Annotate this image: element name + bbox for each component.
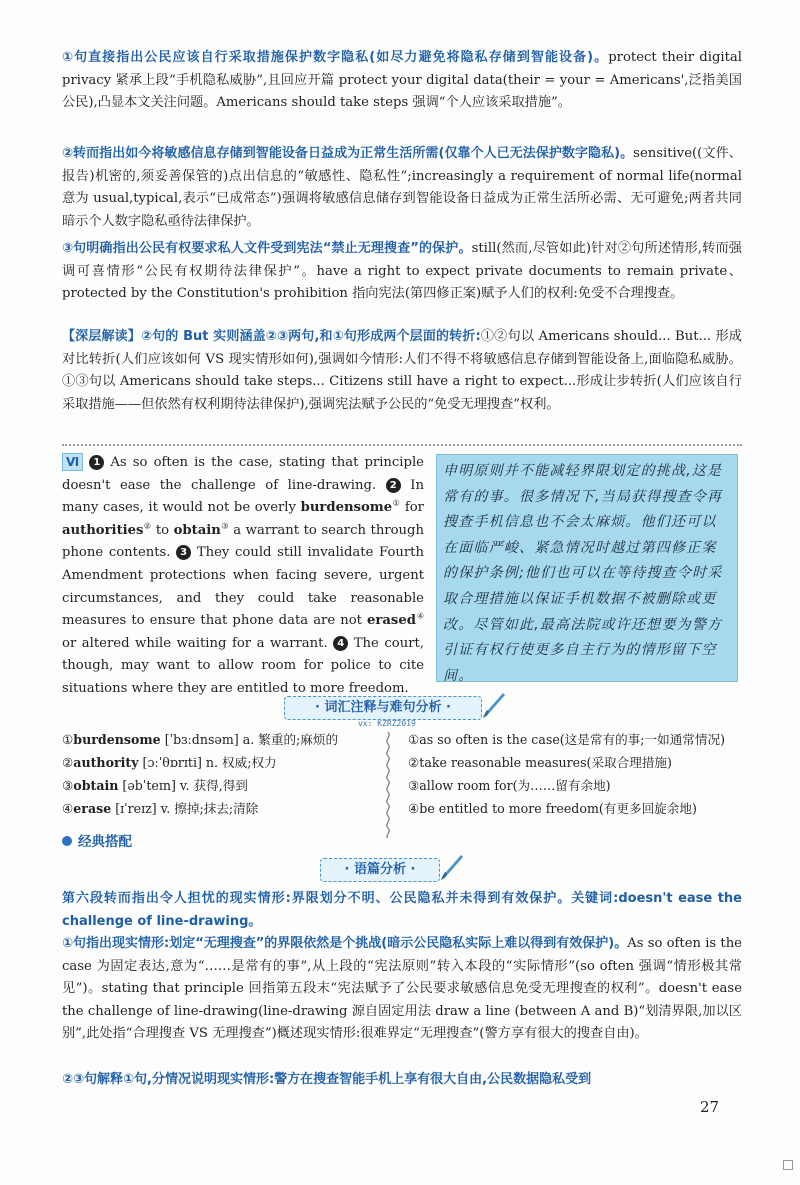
phrase-list xyxy=(408,728,742,820)
vocab-item xyxy=(62,728,374,751)
paragraph-2-lead: ②转而指出如今将敏感信息存储到智能设备日益成为正常生活所需(仅靠个人已无法保护数字隐私)。 xyxy=(62,146,634,161)
sentence-4-marker: 4 xyxy=(333,636,348,651)
watermark-text: vx: KZRZ2019 xyxy=(358,719,416,728)
vocab-word-authorities: authorities xyxy=(62,522,144,538)
vocab-section-banner xyxy=(284,696,482,720)
sentence-3-part-a: They could still invalidate Fourth Amendment protections when facing severe, urgent circumstances, and they could take reasonable measures to ensure that phone data are not xyxy=(62,545,424,629)
vocab-item xyxy=(62,751,374,774)
analysis-paragraph-3 xyxy=(62,238,742,306)
footnote-marker: ③ xyxy=(220,521,229,531)
passage-paragraph-6 xyxy=(62,452,424,701)
sentence-3-marker: 3 xyxy=(176,545,191,560)
sentence-4: The court, though, may want to allow room for police to cite situations where they are entitled to more freedom. xyxy=(62,635,424,696)
bullet-icon xyxy=(62,836,72,846)
vocab-word: burdensome xyxy=(73,732,161,747)
deep-interpretation-lead: 【深层解读】②句的 But 实则涵盖②③两句,和①句形成两个层面的转折: xyxy=(62,329,481,344)
sentence-2-marker: 2 xyxy=(386,478,401,493)
vocab-item xyxy=(62,774,374,797)
discourse-paragraph-1 xyxy=(62,888,742,933)
translation-text: 申明原则并不能减轻界限划定的挑战,这是常有的事。很多情况下,当局获得搜查令再搜查手机信息也不会太麻烦。他们还可以在面临严峻、紧急情况时越过第四修正案的保护条例;他们也可以在等待搜查令时采取合理措施以保证手机数据不被删除或更改。尽管如此,最高法院或许还想要为警方引证有权行使更多自主行为的情形留下空间。 xyxy=(443,463,723,684)
vocab-definition: [ɪˈreɪz] v. 擦掉;抹去;清除 xyxy=(111,801,259,816)
deep-interpretation xyxy=(62,326,742,416)
sentence-2-part-d: a warrant to search through phone contents. xyxy=(62,522,424,561)
sentence-2-part-a: In many cases, it would not be overly xyxy=(62,477,424,516)
vocab-number: ① xyxy=(62,732,74,747)
vocab-word: obtain xyxy=(73,778,119,793)
discourse-paragraph-3 xyxy=(62,1069,742,1092)
vocab-banner-title: · 词汇注释与难句分析 · xyxy=(315,700,451,715)
discourse-paragraph-2 xyxy=(62,933,742,1046)
vocab-definition: [ɔːˈθɒrɪti] n. 权威;权力 xyxy=(138,755,277,770)
phrase-item: ②take reasonable measures(采取合理措施) xyxy=(408,755,672,770)
discourse-point-1-body: As so often is the case 为固定表达,意为“……是常有的事”,从上段的“宪法原则”转入本段的“实际情形”(so often 强调“情形极其常见”)。stating that principle 回指第五段末“宪法赋予了公民要求敏感信息免受无理搜查的权利”。doesn't ease the challenge of line-drawing(line-drawing 源自固定用法 draw a line (between A and B)“划清界限,加以区别”,此处指“合理搜查 VS 无理搜查”)概述现实情形:很难界定“无理搜查”(警方享有很大的搜查自由)。 xyxy=(62,936,742,1042)
discourse-summary: 第六段转而指出令人担忧的现实情形:界限划分不明、公民隐私并未得到有效保护。关键词:doesn't ease the challenge of line-drawing。 xyxy=(62,891,742,929)
discourse-banner-title: · 语篇分析 · xyxy=(344,862,416,877)
paragraph-3-body: still(然而,尽管如此)针对②句所述情形,转而强调可喜情形“公民有权期待法律保护”。have a right to expect private documents to remain private、protected by the Constitution's prohibition 指向宪法(第四修正案)赋予人们的权利:免受不合理搜查。 xyxy=(62,241,742,302)
deep-interpretation-body: ①②句以 Americans should... But... 形成对比转折(人们应该如何 VS 现实情形如何),强调如今情形:人们不得不将敏感信息存储到智能设备上,面临隐私威胁。①③句以 Americans should take steps... Citizens still have a right to expect...形成让步转折(人们应该自行采取措施——但依然有权利期待法律保护),强调宪法赋予公民的“免受无理搜查”权利。 xyxy=(62,329,742,412)
vocab-word-burdensome: burdensome xyxy=(300,500,393,516)
corner-mark xyxy=(783,1160,793,1170)
vocab-word: authority xyxy=(73,755,139,770)
paragraph-2-body: sensitive((文件、报告)机密的,须妥善保管的)点出信息的“敏感性、隐私性”;increasingly a requirement of normal life(normal 意为 usual,typical,表示“已成常态”)强调将敏感信息储存到智能设备日益成为正常生活所必需、无可避免;两者共同暗示个人数字隐私亟待法律保护。 xyxy=(62,146,742,229)
spiral-divider xyxy=(383,732,393,838)
phrase-item: ③allow room for(为……留有余地) xyxy=(408,778,611,793)
translation-box xyxy=(436,454,738,682)
sentence-1: As so often is the case, stating that principle doesn't ease the challenge of line-drawing. xyxy=(62,455,424,493)
dotted-divider xyxy=(62,444,742,446)
vocab-list xyxy=(62,728,374,820)
brush-icon xyxy=(439,851,465,881)
discourse-section-banner xyxy=(320,858,440,882)
discourse-point-2-lead: ②③句解释①句,分情况说明现实情形:警方在搜查智能手机上享有很大自由,公民数据隐私受到 xyxy=(62,1072,592,1087)
footnote-marker: ① xyxy=(392,498,401,508)
vocab-number: ④ xyxy=(62,801,74,816)
vocab-item xyxy=(62,797,374,820)
discourse-point-1-lead: ①句指出现实情形:划定“无理搜查”的界限依然是个挑战(暗示公民隐私实际上难以得到有效保护)。 xyxy=(62,936,628,951)
vocab-number: ② xyxy=(62,755,74,770)
vocab-definition: [ˈbɜːdnsəm] a. 繁重的;麻烦的 xyxy=(160,732,339,747)
vocab-word: erase xyxy=(73,801,112,816)
analysis-paragraph-1 xyxy=(62,47,742,115)
vocab-word-erased: erased xyxy=(367,613,416,629)
brush-icon xyxy=(481,689,507,719)
phrase-item: ①as so often is the case(这是常有的事;一如通常情况) xyxy=(408,732,725,747)
classic-label-text: 经典搭配 xyxy=(78,834,132,850)
page-number: 27 xyxy=(700,1098,720,1116)
vocab-definition: [əbˈteɪn] v. 获得,得到 xyxy=(118,778,248,793)
vocab-word-obtain: obtain xyxy=(173,522,221,538)
paragraph-1-body: protect their digital privacy 紧承上段“手机隐私威胁”,且回应开篇 protect your digital data(their = your = Americans',泛指美国公民),凸显本文关注问题。Americans should take steps 强调“个人应该采取措施”。 xyxy=(62,50,742,111)
phrase-item: ④be entitled to more freedom(有更多回旋余地) xyxy=(408,801,697,816)
footnote-marker: ② xyxy=(143,521,152,531)
classic-collocations-label xyxy=(62,830,132,850)
sentence-1-marker: 1 xyxy=(89,455,104,470)
footnote-marker: ④ xyxy=(415,611,425,621)
sentence-2-part-c: to xyxy=(155,522,170,538)
sentence-2-part-b: for xyxy=(404,500,424,516)
paragraph-1-lead: ①句直接指出公民应该自行采取措施保护数字隐私(如尽力避免将隐私存储到智能设备)。 xyxy=(62,50,609,65)
sentence-3-part-b: or altered while waiting for a warrant. xyxy=(62,635,328,651)
paragraph-3-lead: ③句明确指出公民有权要求私人文件受到宪法“禁止无理搜查”的保护。 xyxy=(62,241,472,256)
analysis-paragraph-2 xyxy=(62,143,742,233)
paragraph-number-badge: Ⅵ xyxy=(62,453,83,471)
vocab-number: ③ xyxy=(62,778,74,793)
